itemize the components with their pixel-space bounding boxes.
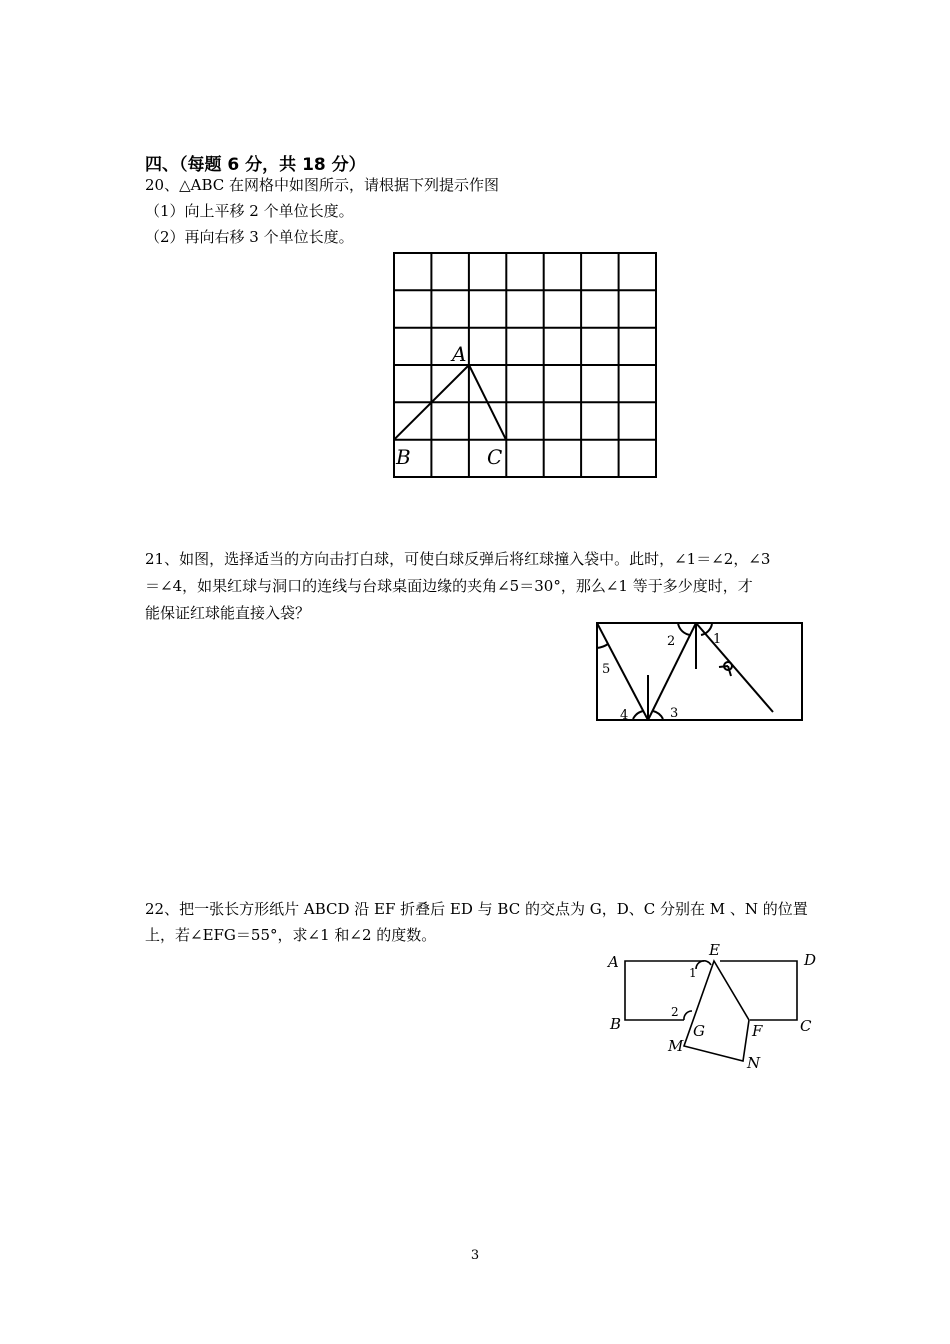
q21-billiard-figure [590,615,810,730]
label-e: E [709,941,720,959]
angle-3-label: 3 [670,706,679,721]
q20-line-2: （1）向上平移 2 个单位长度。 [145,202,354,220]
label-d: D [804,951,817,969]
label-f: F [752,1022,763,1040]
label-m: M [668,1037,684,1055]
q22-folding-figure [600,935,825,1080]
q22-line-1: 22、把一张长方形纸片 ABCD 沿 EF 折叠后 ED 与 BC 的交点为 G，D、C 分别在 M 、N 的位置 [145,900,808,918]
angle-1-label: 1 [713,632,722,647]
label-g: G [693,1022,705,1040]
angle-4-label: 4 [620,708,629,723]
label-b: B [610,1015,622,1033]
label-c: C [487,445,503,469]
angle-1-label: 1 [689,966,697,980]
angle-2-label: 2 [667,634,676,649]
label-c: C [800,1017,812,1035]
label-b: B [396,445,411,469]
q20-grid-figure [385,245,670,490]
label-a: A [452,342,467,366]
page-number: 3 [470,1248,480,1263]
q20-line-3: （2）再向右移 3 个单位长度。 [145,228,354,246]
section-heading: 四、（每题 6 分，共 18 分） [145,155,366,175]
label-a: A [608,953,619,971]
q21-line-3: 能保证红球能直接入袋？ [145,604,311,622]
grid-lines [394,253,656,477]
q22-line-2: 上，若∠EFG＝55°，求∠1 和∠2 的度数。 [145,926,437,944]
q21-line-2: ＝∠4，如果红球与洞口的连线与台球桌面边缘的夹角∠5＝30°，那么∠1 等于多少度时，才 [145,577,753,595]
label-n: N [747,1054,761,1072]
table-border [597,623,802,720]
q21-line-1: 21、如图，选择适当的方向击打白球，可使白球反弹后将红球撞入袋中。此时，∠1＝∠2，∠3 [145,550,771,568]
q20-line-1: 20、△ABC 在网格中如图所示，请根据下列提示作图 [145,176,500,194]
angle-5-label: 5 [602,662,611,677]
angle-2-label: 2 [671,1005,679,1019]
